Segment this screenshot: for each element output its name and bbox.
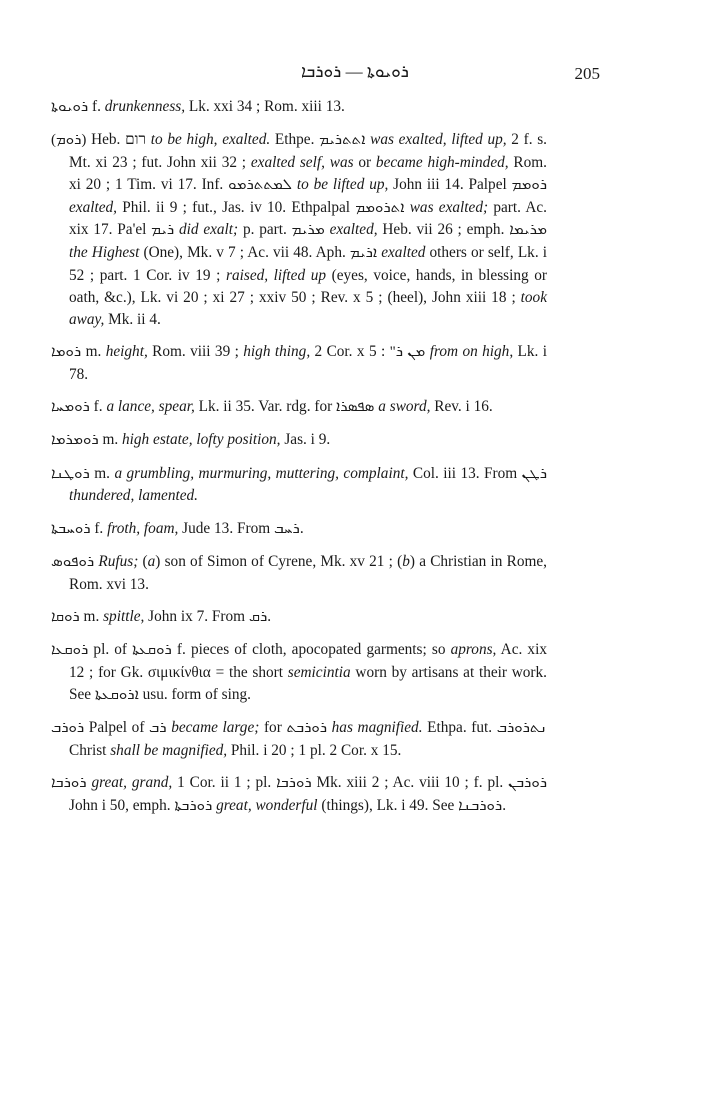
syriac-headword: ܪܘܛܢܐ: [51, 465, 90, 482]
syriac-headword: ܐܪܝܡ: [349, 245, 378, 262]
gloss-text: was exalted;: [409, 198, 489, 216]
entry-text: Christ: [69, 742, 111, 760]
gloss-text: was exalted, lifted up,: [370, 131, 507, 149]
entry-text: John ix 7. From: [144, 608, 249, 626]
entry-text: f. pieces of cloth, apocopated garments; so: [171, 641, 451, 659]
gloss-text: Rufus;: [98, 553, 139, 571]
gloss-text: did exalt;: [178, 221, 239, 239]
gloss-text: shall be magnified,: [110, 742, 228, 760]
entry-text: m.: [89, 464, 115, 482]
gloss-text: from on high,: [429, 342, 514, 360]
syriac-headword: ܪܝܡ: [151, 222, 175, 239]
syriac-headword: ܣܦܣܪܐ: [336, 399, 375, 416]
gloss-text: to be lifted up,: [296, 175, 389, 193]
entry-text: Rom. xi 20 ; 1 Tim. vi 17. Inf.: [69, 154, 547, 193]
syriac-headword: ܪܚܒ: [273, 520, 300, 537]
entry-text: usu. form of sing.: [138, 686, 251, 704]
gloss-text: raised, lifted up: [226, 267, 327, 285]
syriac-headword: ܪܩ: [248, 609, 268, 626]
entry-text: pl. of: [88, 641, 133, 659]
page-number: 205: [574, 64, 600, 83]
syriac-headword: ܪܘܪܒܬܐ: [174, 798, 213, 815]
dictionary-entry: [51, 341, 547, 386]
gloss-text: has magnified.: [331, 719, 423, 737]
gloss-text: drunkenness,: [104, 98, 186, 115]
entry-text: worn by artisans at their work. See: [69, 664, 548, 704]
entry-text: for: [259, 719, 287, 737]
entry-text: Heb. רום: [86, 131, 151, 149]
syriac-headword: ܪܘܪܒܢܐ: [458, 798, 503, 815]
entry-text: Palpel of: [84, 719, 150, 737]
entry-text: Phil. ii 9 ; fut., Jas. iv 10. Ethpalpal: [117, 198, 356, 216]
dictionary-entry: [51, 463, 547, 508]
entry-text: Ac. xix 12 ; for Gk. σιμικίνθια = the short: [69, 641, 547, 682]
entry-text: John i 50, emph.: [69, 797, 175, 815]
syriac-headword: ܐܬܬܪܝܡ: [319, 132, 366, 149]
entry-text: Phil. i 20 ; 1 pl. 2 Cor. x 15.: [227, 742, 402, 760]
syriac-headword: ܠܡܬܬܪܡܘ: [228, 176, 293, 193]
gloss-text: great, grand,: [91, 774, 173, 792]
syriac-headword: ܐܬܪܘܡܡ: [355, 199, 405, 216]
syriac-headword: ܪܘܚܒܬܐ: [51, 520, 91, 537]
syriac-headword: ܪܘܪܒܐ: [276, 775, 312, 792]
entry-text: (: [138, 553, 148, 571]
entry-text: Rom. viii 39 ;: [147, 342, 244, 360]
gloss-text: thundered, lamented.: [69, 487, 199, 505]
entry-text: Lk. xxi 34 ; Rom. xiii 13.: [185, 98, 345, 115]
syriac-headword: ܪܛܢ: [521, 465, 547, 482]
gloss-text: spittle,: [103, 608, 145, 626]
dictionary-entry: [51, 396, 547, 419]
dictionary-entry: [51, 717, 547, 762]
gloss-text: height,: [105, 342, 148, 360]
entry-text: ) son of Simon of Cyrene, Mk. xv 21 ; (: [155, 553, 403, 571]
syriac-headword: ܪܘܪܒܬ: [286, 720, 328, 737]
entry-text: Col. iii 13. From: [408, 464, 522, 482]
running-head: [0, 62, 710, 88]
dictionary-entry: [51, 518, 547, 541]
entry-text: others or self, Lk. i 52 ; part. 1 Cor. iv 19 ;: [69, 244, 547, 285]
syriac-headword: ܪܘܩܥܐ: [51, 642, 89, 659]
syriac-headword: ܪܘܝܘܬܐ: [51, 99, 89, 115]
entry-text: 2 Cor. x 5 :: [310, 342, 390, 360]
gloss-text: aprons,: [450, 641, 497, 659]
entry-text: f.: [88, 98, 105, 115]
gloss-text: high thing,: [243, 342, 311, 360]
gloss-text: exalted self, was: [250, 154, 354, 172]
entry-text: or: [353, 154, 376, 172]
entry-text: (One), Mk. v 7 ; Ac. vii 48. Aph.: [139, 244, 350, 262]
syriac-headword: ܪܘܪܒ: [51, 720, 85, 737]
gloss-text: a grumbling, murmuring, muttering, complaint,: [114, 464, 409, 482]
gloss-text: a sword,: [378, 398, 431, 416]
entry-text: Lk. ii 35. Var. rdg. for: [194, 398, 337, 416]
gloss-text: took away,: [69, 288, 547, 328]
syriac-headword: ܡܪܝܡܐ: [509, 222, 548, 239]
syriac-headword: ܪܘܡܐ: [51, 343, 82, 360]
syriac-headword: ܪܘܪܒܐ: [51, 775, 87, 792]
entry-text: m.: [98, 431, 123, 449]
entry-text: Mk. xiii 2 ; Ac. viii 10 ; f. pl.: [311, 774, 509, 792]
entry-text: Heb. vii 26 ; emph.: [377, 221, 510, 239]
running-head-title: ܪܘܝܘܬܐ — ܪܘܪܒܐ: [301, 62, 409, 81]
entry-text: Ethpa. fut.: [422, 719, 497, 737]
entry-text: (things), Lk. i 49. See: [317, 797, 459, 815]
gloss-text: great, wonderful: [216, 797, 318, 815]
entry-text: .: [299, 519, 304, 537]
entry-text: part. Ac. xix 17. Pa'el: [69, 198, 548, 239]
entry-text: 2 f. s. Mt. xi 23 ; fut. John xii 32 ;: [69, 131, 548, 172]
syriac-headword: ܪܘܩܥܬܐ: [132, 642, 172, 659]
gloss-text: became large;: [171, 719, 260, 737]
syriac-headword: ܡܪܝܡ: [291, 222, 325, 239]
syriac-headword: ܪܒ: [149, 720, 167, 737]
syriac-headword: ܪܘܩܐ: [51, 609, 80, 626]
entry-list: [51, 96, 547, 829]
syriac-headword: (ܪܘܡ): [51, 132, 87, 149]
entry-text: .: [267, 608, 272, 626]
entry-text: f.: [89, 398, 107, 416]
gloss-text: exalted: [381, 244, 426, 262]
entry-text: ) a Christian in Rome, Rom. xvi 13.: [69, 553, 547, 593]
syriac-headword: ܢܬܪܘܪܒ: [496, 720, 547, 737]
entry-text: 1 Cor. ii 1 ; pl.: [172, 774, 277, 792]
entry-text: m.: [79, 608, 104, 626]
gloss-text: froth, foam,: [107, 519, 179, 537]
syriac-headword: ܪܘܪܒܢ: [508, 775, 547, 792]
entry-text: Rev. i 16.: [430, 398, 493, 416]
entry-text: Ethpe.: [270, 131, 320, 149]
entry-text: m.: [81, 342, 106, 360]
entry-text: Lk. i 78.: [69, 342, 548, 383]
dictionary-entry: [51, 429, 547, 452]
gloss-text: exalted,: [329, 221, 378, 239]
gloss-text: to be high, exalted.: [150, 131, 271, 149]
entry-text: John iii 14. Palpel: [388, 175, 512, 193]
gloss-text: b: [402, 553, 410, 571]
entry-text: Mk. ii 4.: [104, 310, 161, 328]
entry-text: Jude 13. From: [178, 519, 274, 537]
syriac-headword: ܪܘܡܡ: [511, 176, 547, 193]
gloss-text: a lance, spear,: [106, 398, 195, 416]
dictionary-entry: [51, 772, 547, 818]
dictionary-entry: [51, 551, 547, 596]
entry-text: .: [502, 797, 507, 815]
syriac-headword: ܡܢ ܪ": [389, 343, 426, 360]
gloss-text: exalted,: [69, 198, 117, 216]
entry-text: f.: [90, 519, 108, 537]
entry-text: (eyes, voice, hands, in blessing or oath, &c.), Lk. vi 20 ; xi 27 ; xxiv 50 ; Rev. x 5 ; (heel), John xiii 18 ;: [69, 267, 547, 306]
dictionary-entry: [51, 129, 547, 330]
gloss-text: high estate, lofty position,: [122, 431, 281, 449]
entry-text: p. part.: [238, 221, 292, 239]
gloss-text: a: [147, 553, 156, 571]
dictionary-entry: [51, 606, 547, 629]
syriac-headword: ܪܘܦܘܣ: [51, 554, 95, 571]
entry-text: Jas. i 9.: [280, 431, 331, 449]
dictionary-entry: [51, 96, 547, 119]
syriac-headword: ܪܘܡܚܐ: [51, 399, 90, 416]
gloss-text: became high-minded,: [375, 154, 509, 172]
syriac-headword: ܪܘܡܪܡܐ: [51, 432, 99, 449]
syriac-headword: ܐܪܘܩܥܬܐ: [94, 687, 139, 704]
gloss-text: the Highest: [69, 244, 140, 262]
gloss-text: semicintia: [287, 664, 351, 682]
dictionary-entry: [51, 639, 547, 706]
